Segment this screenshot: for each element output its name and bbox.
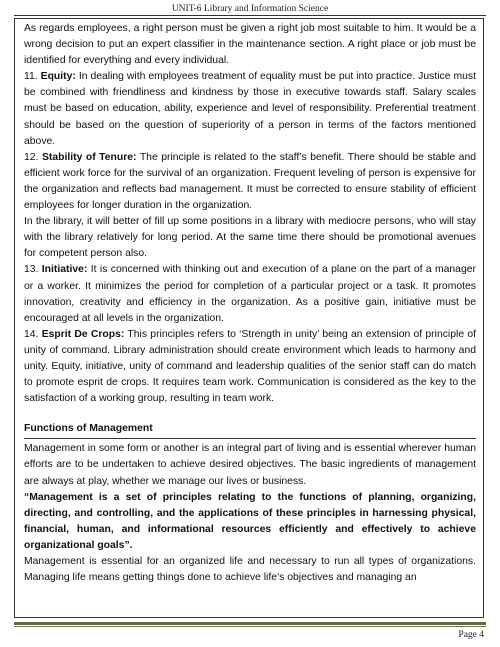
item-number: 12.	[24, 151, 42, 163]
paragraph-library-positions: In the library, it will better of fill up some positions in a library with mediocre persons, who will stay with the library relatively for long period. At the same time there should be promotional avenues for competent person also.	[24, 216, 476, 260]
item-number: 11.	[24, 71, 41, 83]
paragraph-management-essential: Management is essential for an organized life and necessary to run all types of organizations. Managing life means getting things done to achieve life’s objectives and managing an	[24, 556, 476, 584]
term-equity: Equity:	[40, 71, 76, 83]
section-divider	[24, 438, 476, 439]
paragraph-text: It is concerned with thinking out and execution of a plane on the part of a manager or a worker. It minimizes the period for completion of a particular project or a task. It promotes innovation, creativity and efficiency in the organization. As a positive gain, initiative must be encouraged at all levels in the organization.	[24, 264, 476, 324]
paragraph-text: The principle is related to the staff’s benefit. There should be stable and efficient work force for the survival of an organization. Frequent leveling of person is expensive for the organization and reflects bad management. It must be corrected to ensure stability of efficient employees for longer duration in the organization.	[24, 151, 477, 212]
footer-divider	[14, 626, 486, 627]
term-esprit-de-crops: Esprit De Crops:	[41, 328, 125, 340]
term-initiative: Initiative:	[41, 264, 88, 276]
paragraph-right-person: As regards employees, a right person must be given a right job most suitable to him. It would be a wrong decision to put an expert classifier in the maintenance section. A right place or job must be identified for everything and every individual.	[24, 23, 476, 67]
item-number: 14.	[24, 328, 42, 340]
section-heading-functions-of-management: Functions of Management	[24, 423, 153, 435]
paragraph-initiative	[24, 262, 476, 326]
section-spacer	[24, 407, 476, 421]
paragraph-management-intro: Management in some form or another is an integral part of living and is essential wherever human efforts are to be undertaken to achieve desired objectives. The basic ingredients of management are always at play, whether we manage our lives or business.	[24, 443, 476, 487]
page-number: Page 4	[458, 630, 484, 640]
page-content	[24, 21, 476, 586]
paragraph-stability-of-tenure	[24, 150, 476, 214]
paragraph-text: This principles refers to ‘Strength in unity’ being an extension of principle of unity of command. Library administration should create environment which leads to harmony and unity. Equity, initiative, unity of command and leadership qualities of the senior staff can do match to promote esprit de crops. It requires team work. Communication is considered as the key to the satisfaction of a working group, resulting in team work.	[24, 328, 477, 405]
header-divider	[14, 15, 486, 16]
paragraph-esprit-de-crops	[24, 327, 476, 407]
footer-bar	[14, 622, 486, 625]
paragraph-text: In dealing with employees treatment of equality must be put into practice. Justice must be combined with friendliness and kindness by those in executive towards staff. Salary scales must be based on education, ability, experience and level of responsibility. Preferential treatment should be based on the question of superiority of a person in terms of the factors mentioned above.	[24, 71, 476, 147]
paragraph-equity	[24, 69, 476, 149]
item-number: 13.	[24, 264, 42, 276]
management-definition-quote: “Management is a set of principles relating to the functions of planning, organizing, directing, and controlling, and the applications of these principles in harnessing physical, financial, human, and informational resources efficiently and effectively to achieve organizational goals”.	[24, 491, 476, 551]
term-stability-of-tenure: Stability of Tenure:	[41, 151, 137, 163]
page-header: UNIT-6 Library and Information Science	[171, 4, 329, 14]
